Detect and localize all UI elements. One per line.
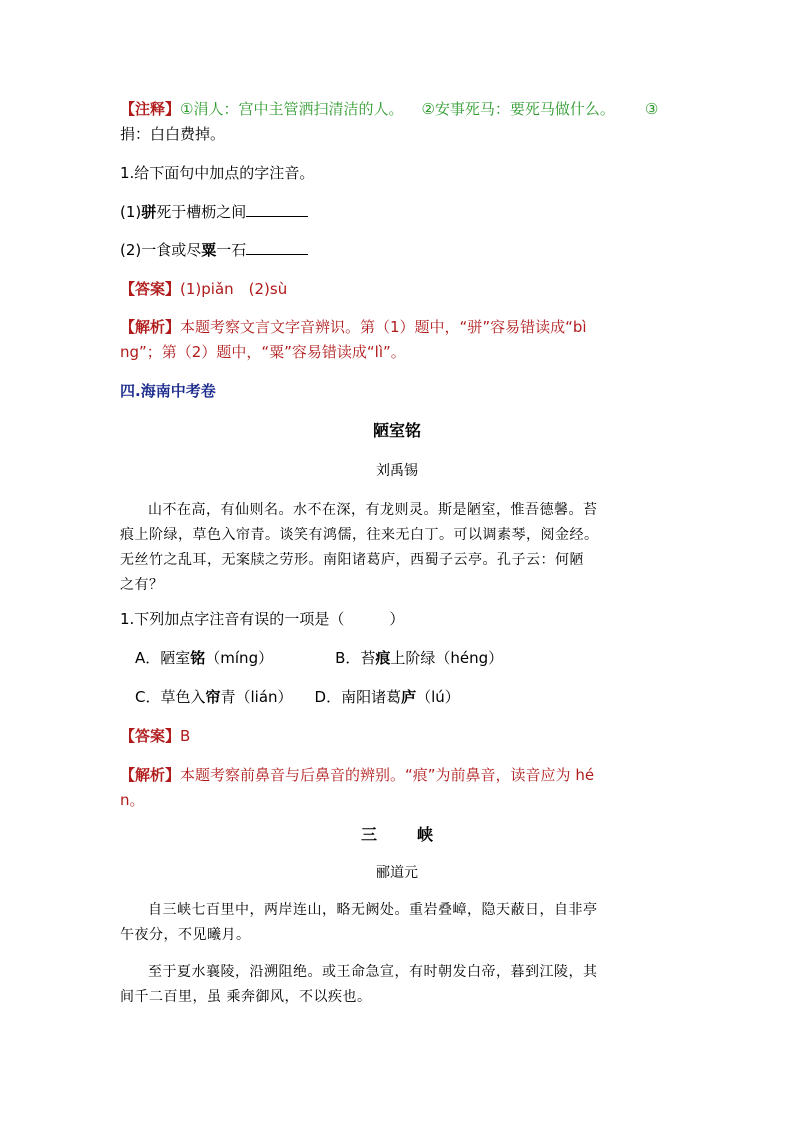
answer-blank-1[interactable]	[246, 202, 308, 217]
poem-body-line-1: 山不在高，有仙则名。水不在深，有龙则灵。斯是陋室，惟吾德馨。苔	[148, 502, 598, 518]
analysis-text-1: 本题考察文言文字音辨识。第（1）题中，“骈”容易错读成“bì	[180, 318, 587, 336]
option-c-dotted-char: 帘	[205, 688, 221, 706]
poem-title: 陋室铭	[372, 421, 421, 440]
question-1: 1.给下面句中加点的字注音。	[120, 164, 315, 182]
item-1-prefix: (1)	[120, 203, 142, 221]
item-1-dotted-char: 骈	[141, 203, 157, 221]
analysis-2-line-1	[120, 765, 680, 785]
sanxia-p1-line-1: 自三峡七百里中，两岸连山，略无阙处。重岩叠嶂，隐天蔽日，自非亭	[148, 902, 598, 918]
item-1-rest: 死于槽枥之间	[156, 203, 247, 221]
analysis-2-text-1: 本题考察前鼻音与后鼻音的辨别。“痕”为前鼻音，读音应为 hé	[180, 766, 595, 784]
sanxia-p1-line-2: 午夜分，不见曦月。	[120, 927, 251, 943]
option-d-pinyin: （lú）	[416, 688, 460, 706]
sanxia-title-char-1: 三	[360, 825, 377, 844]
item-2-rest: 一石	[216, 241, 247, 259]
answer-text: (1)piǎn (2)sù	[180, 280, 288, 298]
notes-tag: 【注释】	[120, 100, 181, 118]
question-1-item-2	[120, 240, 680, 260]
item-2-prefix: (2)一食或尽	[120, 241, 202, 259]
question-2: 1.下列加点字注音有误的一项是（ ）	[120, 610, 405, 628]
option-b-prefix: B．苔	[335, 649, 376, 667]
answer-2	[120, 726, 680, 746]
poem-body-line-2: 痕上阶绿，草色入帘青。谈笑有鸿儒，往来无白丁。可以调素琴，阅金经。	[120, 527, 599, 543]
analysis-2-line-2: n。	[120, 791, 145, 809]
answer-1	[120, 279, 680, 299]
question-1-item-1	[120, 202, 680, 222]
option-a-prefix: A．陋室	[135, 649, 191, 667]
answer-2-tag: 【答案】	[120, 727, 181, 745]
answer-tag: 【答案】	[120, 280, 181, 298]
sanxia-title-char-2: 峡	[417, 825, 434, 844]
poem-body-line-4: 之有？	[120, 577, 164, 593]
option-c[interactable]	[135, 688, 293, 706]
sanxia-title	[0, 825, 794, 845]
sanxia-author: 郦道元	[376, 865, 418, 881]
analysis-2-tag: 【解析】	[120, 766, 181, 784]
option-d-prefix: D．南阳诸葛	[314, 688, 402, 706]
note-3-marker: ③	[644, 100, 659, 118]
option-a-pinyin: （míng）	[205, 649, 274, 667]
analysis-tag: 【解析】	[120, 318, 181, 336]
answer-2-text: B	[180, 727, 191, 745]
sanxia-p2-line-1: 至于夏水襄陵，沿溯阻绝。或王命急宣，有时朝发白帝，暮到江陵，其	[148, 964, 598, 980]
notes-line-2	[120, 124, 680, 144]
note-3-text: 捐：白白费掉。	[120, 125, 226, 143]
options-row-1	[135, 648, 695, 668]
item-2-dotted-char: 粟	[201, 241, 217, 259]
option-c-prefix: C．草色入	[135, 688, 206, 706]
poem-author: 刘禹锡	[376, 463, 418, 479]
option-a-dotted-char: 铭	[190, 649, 206, 667]
analysis-1-line-1	[120, 317, 680, 337]
note-1: ①涓人：宫中主管洒扫清洁的人。	[180, 100, 404, 118]
option-d-dotted-char: 庐	[401, 688, 417, 706]
answer-blank-2[interactable]	[246, 240, 308, 255]
note-2: ②安事死马：要死马做什么。	[421, 100, 615, 118]
notes-line-1	[120, 99, 680, 119]
option-a[interactable]	[135, 649, 273, 667]
option-c-rest: 青（lián）	[220, 688, 293, 706]
option-b[interactable]	[335, 649, 503, 667]
poem-body-line-3: 无丝竹之乱耳，无案牍之劳形。南阳诸葛庐，西蜀子云亭。孔子云：何陋	[120, 552, 584, 568]
sanxia-p2-line-2: 间千二百里，虽 乘奔御风，不以疾也。	[120, 989, 372, 1005]
option-b-rest: 上阶绿（héng）	[390, 649, 504, 667]
option-d[interactable]	[315, 688, 460, 706]
options-row-2	[135, 687, 695, 707]
section-heading: 四.海南中考卷	[120, 382, 216, 400]
analysis-1-line-2: ng”；第（2）题中，“粟”容易错读成“lì”。	[120, 343, 406, 361]
option-b-dotted-char: 痕	[375, 649, 391, 667]
